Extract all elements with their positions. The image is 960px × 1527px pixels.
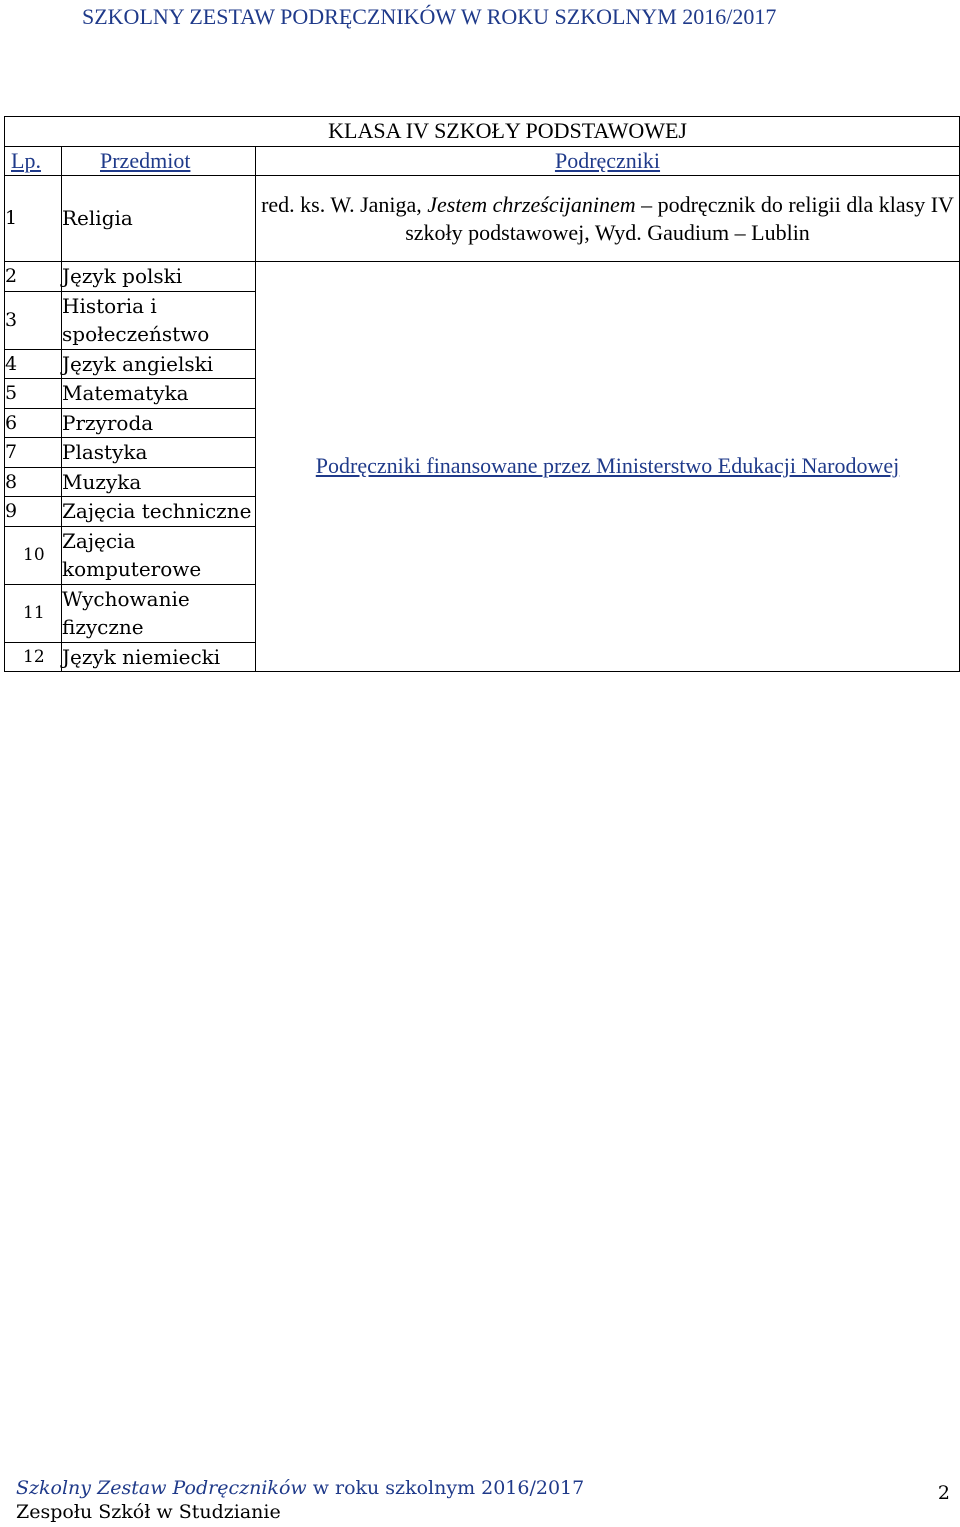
- page-header: SZKOLNY ZESTAW PODRĘCZNIKÓW W ROKU SZKOLNYM 2016/2017: [82, 4, 777, 29]
- row-number: 12: [5, 642, 62, 672]
- row-number: 1: [5, 176, 62, 262]
- book-title: Jestem chrześcijaninem: [427, 191, 636, 217]
- row-number: 3: [5, 291, 62, 349]
- book-suffix: – podręcznik do religii dla klasy IV szkoły podstawowej, Wyd. Gaudium – Lublin: [405, 191, 954, 245]
- row-subject: Przyroda: [62, 408, 256, 438]
- footer-school: Zespołu Szkół w Studzianie: [16, 1501, 281, 1523]
- footer-title: [16, 1476, 956, 1500]
- page-footer: [16, 1476, 956, 1524]
- row-number: 8: [5, 467, 62, 497]
- footer-title-rest: w roku szkolnym 2016/2017: [306, 1477, 585, 1499]
- row-number: 9: [5, 497, 62, 527]
- row-subject: Zajęcia techniczne: [62, 497, 256, 527]
- table-row: [5, 176, 960, 262]
- row-number: 6: [5, 408, 62, 438]
- table-header-row: [5, 146, 960, 176]
- row-subject: Matematyka: [62, 379, 256, 409]
- column-header-subject: Przedmiot: [62, 146, 256, 176]
- row-number: 11: [5, 584, 62, 642]
- row-subject: Język polski: [62, 262, 256, 292]
- column-header-textbooks: Podręczniki: [256, 146, 960, 176]
- row-subject: Język niemiecki: [62, 642, 256, 672]
- row-subject: Religia: [62, 176, 256, 262]
- row-subject: Historia i społeczeństwo: [62, 291, 256, 349]
- table-title-row: [5, 117, 960, 147]
- funded-textbooks-note: Podręczniki finansowane przez Ministerstwo Edukacji Narodowej: [256, 262, 960, 672]
- column-header-lp: Lp.: [5, 146, 62, 176]
- row-subject: Język angielski: [62, 349, 256, 379]
- row-subject: Wychowanie fizyczne: [62, 584, 256, 642]
- religion-textbook: [256, 176, 960, 262]
- row-number: 10: [5, 526, 62, 584]
- footer-title-italic: Szkolny Zestaw Podręczników: [16, 1477, 307, 1499]
- textbook-table: [4, 116, 960, 672]
- row-number: 4: [5, 349, 62, 379]
- table-title: KLASA IV SZKOŁY PODSTAWOWEJ: [5, 117, 960, 147]
- row-subject: Plastyka: [62, 438, 256, 468]
- table-row: [5, 262, 960, 292]
- row-subject: Muzyka: [62, 467, 256, 497]
- row-number: 2: [5, 262, 62, 292]
- page-number: 2: [937, 1482, 950, 1504]
- row-subject: Zajęcia komputerowe: [62, 526, 256, 584]
- book-prefix: red. ks. W. Janiga,: [261, 191, 428, 217]
- row-number: 7: [5, 438, 62, 468]
- row-number: 5: [5, 379, 62, 409]
